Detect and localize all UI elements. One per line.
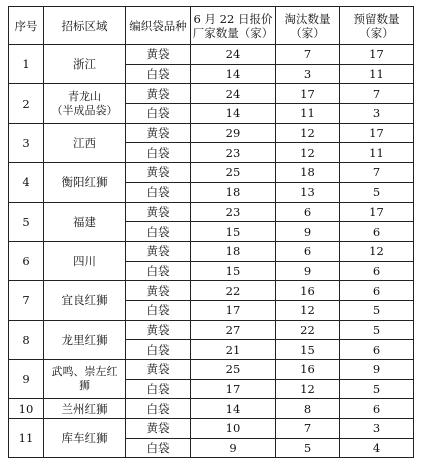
- region-cell: 兰州红狮: [44, 399, 126, 419]
- reserved-count-cell: 5: [340, 379, 414, 399]
- reserved-count-cell: 6: [340, 281, 414, 301]
- quote-count-cell: 22: [191, 281, 276, 301]
- reserved-count-cell: 17: [340, 45, 414, 65]
- table-row: [9, 45, 414, 65]
- reserved-count-cell: 12: [340, 241, 414, 261]
- seq-cell: 4: [9, 163, 44, 202]
- eliminated-count-cell: 9: [276, 261, 340, 281]
- bag-type-cell: 白袋: [126, 399, 191, 419]
- table-row: [9, 320, 414, 340]
- bag-type-cell: 白袋: [126, 143, 191, 163]
- reserved-count-cell: 5: [340, 320, 414, 340]
- quote-count-cell: 17: [191, 300, 276, 320]
- quote-count-cell: 14: [191, 104, 276, 124]
- region-cell: 龙里红狮: [44, 320, 126, 359]
- eliminated-count-cell: 16: [276, 360, 340, 380]
- bag-type-cell: 黄袋: [126, 241, 191, 261]
- reserved-count-cell: 9: [340, 360, 414, 380]
- region-line2: （半成品袋）: [51, 103, 118, 117]
- seq-cell: 6: [9, 241, 44, 280]
- header-elim-line1: 淘汰数量: [284, 11, 331, 26]
- seq-cell: 8: [9, 320, 44, 359]
- bag-type-cell: 黄袋: [126, 320, 191, 340]
- bag-type-cell: 黄袋: [126, 419, 191, 439]
- quote-count-cell: 29: [191, 123, 276, 143]
- bag-type-cell: 白袋: [126, 222, 191, 242]
- table-row: [9, 163, 414, 183]
- header-elim-line2: （家）: [290, 25, 325, 40]
- bag-type-cell: 白袋: [126, 182, 191, 202]
- eliminated-count-cell: 17: [276, 84, 340, 104]
- seq-cell: 5: [9, 202, 44, 241]
- table-row: [9, 399, 414, 419]
- region-cell: 江西: [44, 123, 126, 162]
- header-seq: 序号: [9, 7, 44, 45]
- quote-count-cell: 27: [191, 320, 276, 340]
- reserved-count-cell: 17: [340, 123, 414, 143]
- header-reserved-count: [340, 7, 414, 45]
- quote-count-cell: 15: [191, 261, 276, 281]
- bag-type-cell: 白袋: [126, 64, 191, 84]
- reserved-count-cell: 6: [340, 340, 414, 360]
- header-quote-line1: 6 月 22 日报价: [193, 11, 273, 26]
- bag-type-cell: 白袋: [126, 300, 191, 320]
- quote-count-cell: 17: [191, 379, 276, 399]
- eliminated-count-cell: 6: [276, 241, 340, 261]
- region-cell: [44, 84, 126, 123]
- eliminated-count-cell: 13: [276, 182, 340, 202]
- quote-count-cell: 25: [191, 163, 276, 183]
- eliminated-count-cell: 18: [276, 163, 340, 183]
- seq-cell: 2: [9, 84, 44, 123]
- reserved-count-cell: 11: [340, 64, 414, 84]
- eliminated-count-cell: 7: [276, 45, 340, 65]
- quote-count-cell: 10: [191, 419, 276, 439]
- reserved-count-cell: 3: [340, 419, 414, 439]
- reserved-count-cell: 11: [340, 143, 414, 163]
- eliminated-count-cell: 12: [276, 379, 340, 399]
- reserved-count-cell: 7: [340, 163, 414, 183]
- region-line1: 青龙山: [68, 89, 101, 103]
- table-row: [9, 84, 414, 104]
- bag-type-cell: 白袋: [126, 261, 191, 281]
- table-row: [9, 419, 414, 439]
- table-row: [9, 241, 414, 261]
- seq-cell: 10: [9, 399, 44, 419]
- reserved-count-cell: 5: [340, 182, 414, 202]
- quote-count-cell: 18: [191, 241, 276, 261]
- eliminated-count-cell: 15: [276, 340, 340, 360]
- header-row: [9, 7, 414, 45]
- bag-type-cell: 白袋: [126, 104, 191, 124]
- table-row: [9, 202, 414, 222]
- bag-type-cell: 黄袋: [126, 163, 191, 183]
- bid-elimination-table-container: [8, 6, 414, 458]
- table-row: [9, 360, 414, 380]
- seq-cell: 9: [9, 360, 44, 399]
- table-row: [9, 281, 414, 301]
- eliminated-count-cell: 22: [276, 320, 340, 340]
- region-cell: [44, 360, 126, 399]
- quote-count-cell: 14: [191, 64, 276, 84]
- reserved-count-cell: 5: [340, 300, 414, 320]
- bag-type-cell: 黄袋: [126, 281, 191, 301]
- reserved-count-cell: 6: [340, 399, 414, 419]
- table-row: [9, 123, 414, 143]
- quote-count-cell: 21: [191, 340, 276, 360]
- quote-count-cell: 14: [191, 399, 276, 419]
- header-reserve-line1: 预留数量: [353, 11, 400, 26]
- seq-cell: 1: [9, 45, 44, 84]
- reserved-count-cell: 4: [340, 438, 414, 458]
- bag-type-cell: 白袋: [126, 379, 191, 399]
- eliminated-count-cell: 12: [276, 300, 340, 320]
- quote-count-cell: 24: [191, 84, 276, 104]
- quote-count-cell: 25: [191, 360, 276, 380]
- quote-count-cell: 9: [191, 438, 276, 458]
- bag-type-cell: 白袋: [126, 438, 191, 458]
- header-reserve-line2: （家）: [359, 25, 394, 40]
- quote-count-cell: 23: [191, 202, 276, 222]
- quote-count-cell: 24: [191, 45, 276, 65]
- reserved-count-cell: 17: [340, 202, 414, 222]
- eliminated-count-cell: 7: [276, 419, 340, 439]
- region-cell: 福建: [44, 202, 126, 241]
- bid-elimination-table: [8, 6, 414, 458]
- bag-type-cell: 黄袋: [126, 45, 191, 65]
- seq-cell: 7: [9, 281, 44, 320]
- eliminated-count-cell: 16: [276, 281, 340, 301]
- eliminated-count-cell: 12: [276, 143, 340, 163]
- bag-type-cell: 白袋: [126, 340, 191, 360]
- header-eliminated-count: [276, 7, 340, 45]
- bag-type-cell: 黄袋: [126, 202, 191, 222]
- eliminated-count-cell: 5: [276, 438, 340, 458]
- region-cell: 四川: [44, 241, 126, 280]
- header-quote-line2: 厂家数量（家）: [192, 25, 274, 40]
- reserved-count-cell: 6: [340, 261, 414, 281]
- header-region: 招标区域: [44, 7, 126, 45]
- quote-count-cell: 18: [191, 182, 276, 202]
- eliminated-count-cell: 8: [276, 399, 340, 419]
- eliminated-count-cell: 6: [276, 202, 340, 222]
- eliminated-count-cell: 12: [276, 123, 340, 143]
- bag-type-cell: 黄袋: [126, 84, 191, 104]
- region-cell: 宜良红狮: [44, 281, 126, 320]
- reserved-count-cell: 7: [340, 84, 414, 104]
- bag-type-cell: 黄袋: [126, 360, 191, 380]
- reserved-count-cell: 3: [340, 104, 414, 124]
- header-quote-count: [191, 7, 276, 45]
- eliminated-count-cell: 11: [276, 104, 340, 124]
- seq-cell: 3: [9, 123, 44, 162]
- region-cell: 库车红狮: [44, 419, 126, 458]
- region-cell: 浙江: [44, 45, 126, 84]
- seq-cell: 11: [9, 419, 44, 458]
- region-line2: 狮: [79, 379, 90, 393]
- eliminated-count-cell: 3: [276, 64, 340, 84]
- eliminated-count-cell: 9: [276, 222, 340, 242]
- region-cell: 衡阳红狮: [44, 163, 126, 202]
- quote-count-cell: 15: [191, 222, 276, 242]
- header-bag-type: 编织袋品种: [126, 7, 191, 45]
- region-line1: 武鸣、崇左红: [51, 365, 118, 379]
- quote-count-cell: 23: [191, 143, 276, 163]
- bag-type-cell: 黄袋: [126, 123, 191, 143]
- reserved-count-cell: 6: [340, 222, 414, 242]
